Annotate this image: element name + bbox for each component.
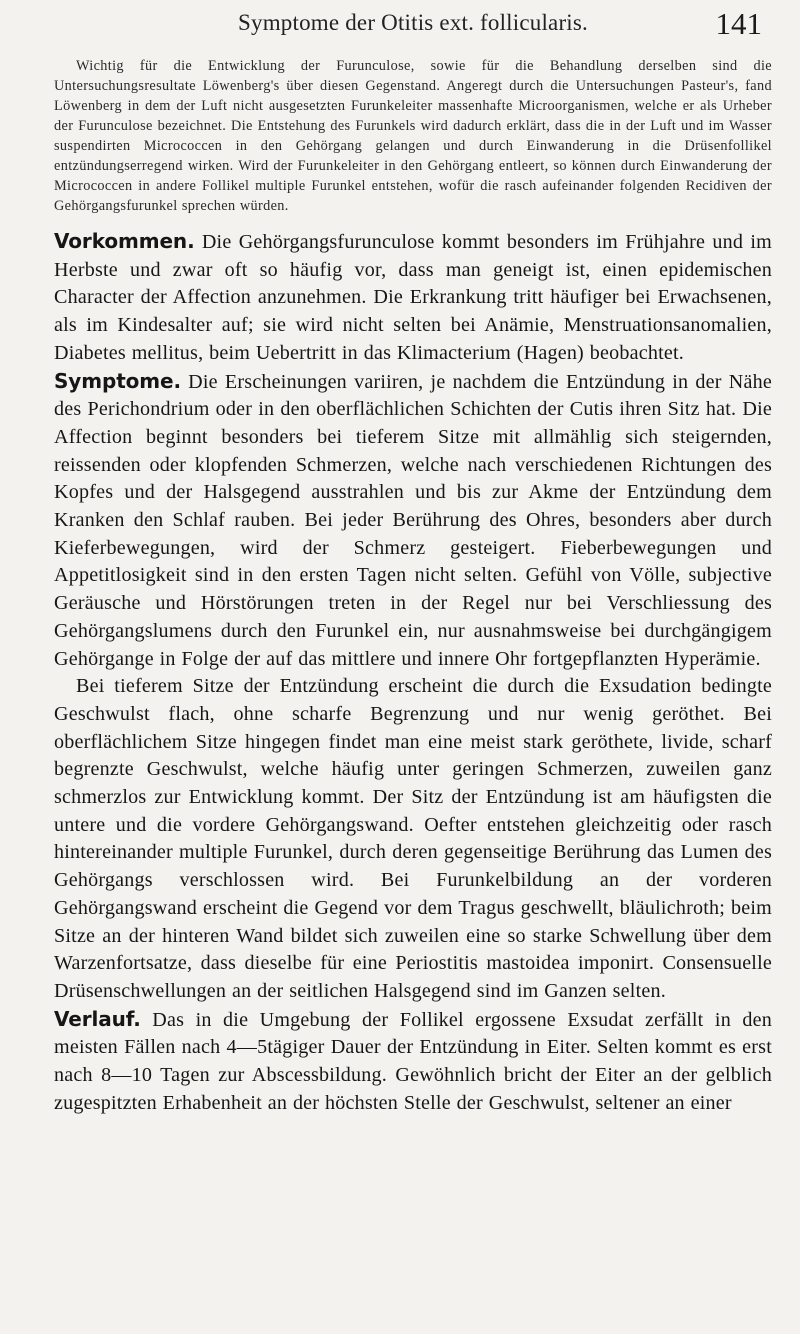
page-number: 141 (715, 6, 762, 41)
text-verlauf: Das in die Umgebung der Follikel ergossene Exsudat zerfällt in den meisten Fällen nach 4—5tägiger Dauer der Entzündung in Eiter. Selten kommt es erst nach 8—10 Tagen zur Abscessbildung. Gewöhnlich bricht der Eiter an der gelblich zugespitzten Erhabenheit an der höchsten Stelle der Geschwulst, seltener an einer (54, 1008, 772, 1114)
running-title: Symptome der Otitis ext. follicularis. (238, 10, 588, 35)
page-body (54, 56, 772, 1118)
small-print-block (54, 56, 772, 216)
text-vorkommen: Die Gehörgangsfurunculose kommt besonders im Frühjahre und im Herbste und zwar oft so häufig vor, dass man geneigt ist, einen epidemischen Character der Affection anzunehmen. Die Erkrankung tritt häufiger bei Erwachsenen, als im Kindesalter auf; sie wird nicht selten bei Anämie, Menstruationsanomalien, Diabetes mellitus, beim Uebertritt in das Klimacterium (Hagen) beobachtet. (54, 231, 772, 364)
heading-verlauf: Verlauf. (54, 1006, 141, 1031)
running-head (54, 6, 772, 46)
paragraph-vorkommen (54, 228, 772, 368)
heading-vorkommen: Vorkommen. (54, 229, 195, 253)
paragraph-sitz (54, 673, 772, 1005)
text-sitz: Bei tieferem Sitze der Entzündung erscheint die durch die Exsudation bedingte Geschwulst flach, ohne scharfe Begrenzung und nur wenig geröthet. Bei oberflächlichem Sitze hingegen findet man eine meist stark geröthete, livide, scharf begrenzte Geschwulst, welche häufig unter geringen Schmerzen, zuweilen ganz schmerzlos zur Entwicklung kommt. Der Sitz der Entzündung ist am häufigsten die untere und die vordere Gehörgangswand. Oefter entstehen gleichzeitig oder rasch hintereinander multiple Furunkel, durch deren gegenseitige Berührung das Lumen des Gehörgangs verschlossen wird. Bei Furunkelbildung an der vorderen Gehörgangswand erscheint die Gegend vor dem Tragus geschwellt, bläulichroth; beim Sitze an der hinteren Wand bildet sich zuweilen eine so starke Schwellung über dem Warzenfortsatze, dass dieselbe für eine Periostitis mastoidea imponirt. Consensuelle Drüsenschwellungen an der seitlichen Halsgegend sind im Ganzen selten. (54, 675, 772, 1002)
heading-symptome: Symptome. (54, 368, 182, 393)
paragraph-verlauf (54, 1006, 772, 1118)
main-text (54, 228, 772, 1118)
text-symptome: Die Erscheinungen variiren, je nachdem die Entzündung in der Nähe des Perichondrium oder in den oberflächlichen Schichten der Cutis ihren Sitz hat. Die Affection beginnt besonders bei tieferem Sitze mit allmählig sich steigernden, reissenden oder klopfenden Schmerzen, welche nach verschiedenen Richtungen des Kopfes und der Halsgegend ausstrahlen und bis zur Akme der Entzündung dem Kranken den Schlaf rauben. Bei jeder Berührung des Ohres, besonders aber durch Kieferbewegungen, wird der Schmerz gesteigert. Fieberbewegungen und Appetitlosigkeit sind in den ersten Tagen nicht selten. Gefühl von Völle, subjective Geräusche und Hörstörungen treten in der Regel nur bei Verschliessung des Gehörgangslumens durch den Furunkel ein, nur ausnahmsweise bei durchgängigem Gehörgange in Folge der auf das mittlere und innere Ohr fortgepflanzten Hyperämie. (54, 370, 772, 670)
paragraph-symptome (54, 368, 772, 674)
small-print-paragraph: Wichtig für die Entwicklung der Furunculose, sowie für die Behandlung derselben sind die Untersuchungsresultate Löwenberg's über diesen Gegenstand. Angeregt durch die Untersuchungen Pasteur's, fand Löwenberg in dem der Luft nicht ausgesetzten Furunkeleiter massenhafte Microorganismen, welche er als Urheber der Furunculose bezeichnet. Die Entstehung des Furunkels wird dadurch erklärt, dass die in der Luft und im Wasser suspendirten Micrococcen in den Gehörgang gelangen und durch Einwanderung in die Drüsenfollikel entzündungserregend wirken. Wird der Furunkeleiter in den Gehörgang entleert, so können durch Einwanderung der Micrococcen in andere Follikel multiple Furunkel entstehen, wofür die rasch aufeinander folgenden Recidiven der Gehörgangsfurunkel sprechen würden. (54, 58, 772, 214)
